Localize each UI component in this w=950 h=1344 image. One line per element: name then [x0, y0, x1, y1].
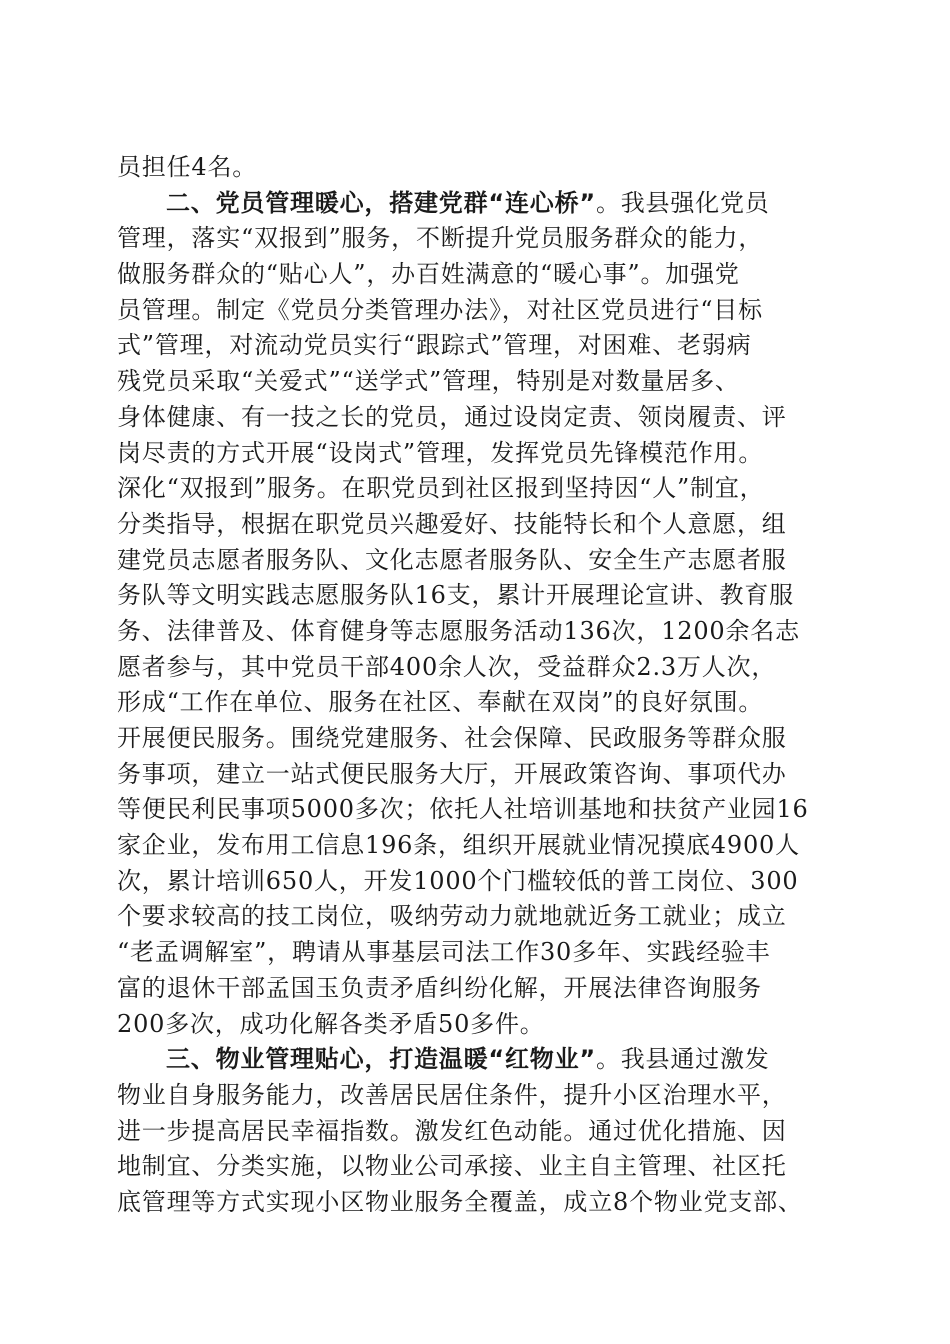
section-heading-line	[117, 1042, 833, 1078]
text-line: 200多次，成功化解各类矛盾50多件。	[117, 1009, 545, 1038]
text-line: 开展便民服务。围绕党建服务、社会保障、民政服务等群众服	[117, 724, 787, 752]
text-line: “老孟调解室”，聘请从事基层司法工作30多年、实践经验丰	[117, 938, 771, 967]
text-line: 式”管理，对流动党员实行“跟踪式”管理，对困难、老弱病	[117, 331, 752, 360]
section-heading-tail: 。我县通过激发	[595, 1045, 770, 1074]
text-line: 底管理等方式实现小区物业服务全覆盖，成立8个物业党支部、	[117, 1187, 803, 1216]
text-line: 务事项，建立一站式便民服务大厅，开展政策咨询、事项代办	[117, 759, 787, 788]
text-line: 身体健康、有一技之长的党员，通过设岗定责、领岗履责、评	[117, 402, 787, 431]
text-line: 等便民利民事项5000多次；依托人社培训基地和扶贫产业园16	[117, 795, 809, 824]
document-body	[117, 150, 833, 1221]
text-line: 残党员采取“关爱式”“送学式”管理，特别是对数量居多、	[117, 367, 740, 396]
text-line: 富的退休干部孟国玉负责矛盾纠纷化解，开展法律咨询服务	[117, 973, 762, 1002]
text-line: 员担任4名。	[117, 153, 258, 181]
text-line: 家企业，发布用工信息196条，组织开展就业情况摸底4900人	[117, 831, 800, 860]
text-line: 物业自身服务能力，改善居民居住条件，提升小区治理水平，	[117, 1080, 787, 1109]
text-line: 深化“双报到”服务。在职党员到社区报到坚持因“人”制宜，	[117, 474, 765, 503]
text-line: 愿者参与，其中党员干部400余人次，受益群众2.3万人次，	[117, 652, 777, 681]
text-line: 个要求较高的技工岗位，吸纳劳动力就地就近务工就业；成立	[117, 902, 787, 931]
text-line: 做服务群众的“贴心人”，办百姓满意的“暖心事”。加强党	[117, 260, 740, 289]
section-heading: 三、物业管理贴心，打造温暖“红物业”	[166, 1045, 596, 1074]
text-line: 建党员志愿者服务队、文化志愿者服务队、安全生产志愿者服	[117, 545, 787, 574]
text-line: 务、法律普及、体育健身等志愿服务活动136次，1200余名志	[117, 616, 800, 645]
section-heading: 二、党员管理暖心，搭建党群“连心桥”	[166, 188, 596, 217]
text-line: 进一步提高居民幸福指数。激发红色动能。通过优化措施、因	[117, 1116, 787, 1145]
text-line: 管理，落实“双报到”服务，不断提升党员服务群众的能力，	[117, 224, 764, 253]
text-line: 次，累计培训650人，开发1000个门槛较低的普工岗位、300	[117, 866, 799, 895]
text-line: 员管理。制定《党员分类管理办法》，对社区党员进行“目标	[117, 295, 763, 324]
section-heading-tail: 。我县强化党员	[595, 188, 770, 217]
text-line: 分类指导，根据在职党员兴趣爱好、技能特长和个人意愿，组	[117, 509, 787, 538]
text-line: 岗尽责的方式开展“设岗式”管理，发挥党员先锋模范作用。	[117, 438, 764, 467]
text-line: 地制宜、分类实施，以物业公司承接、业主自主管理、社区托	[117, 1152, 787, 1181]
section-heading-line	[117, 186, 833, 222]
text-line: 形成“工作在单位、服务在社区、奉献在双岗”的良好氛围。	[117, 688, 764, 717]
text-line: 务队等文明实践志愿服务队16支，累计开展理论宣讲、教育服	[117, 581, 794, 610]
